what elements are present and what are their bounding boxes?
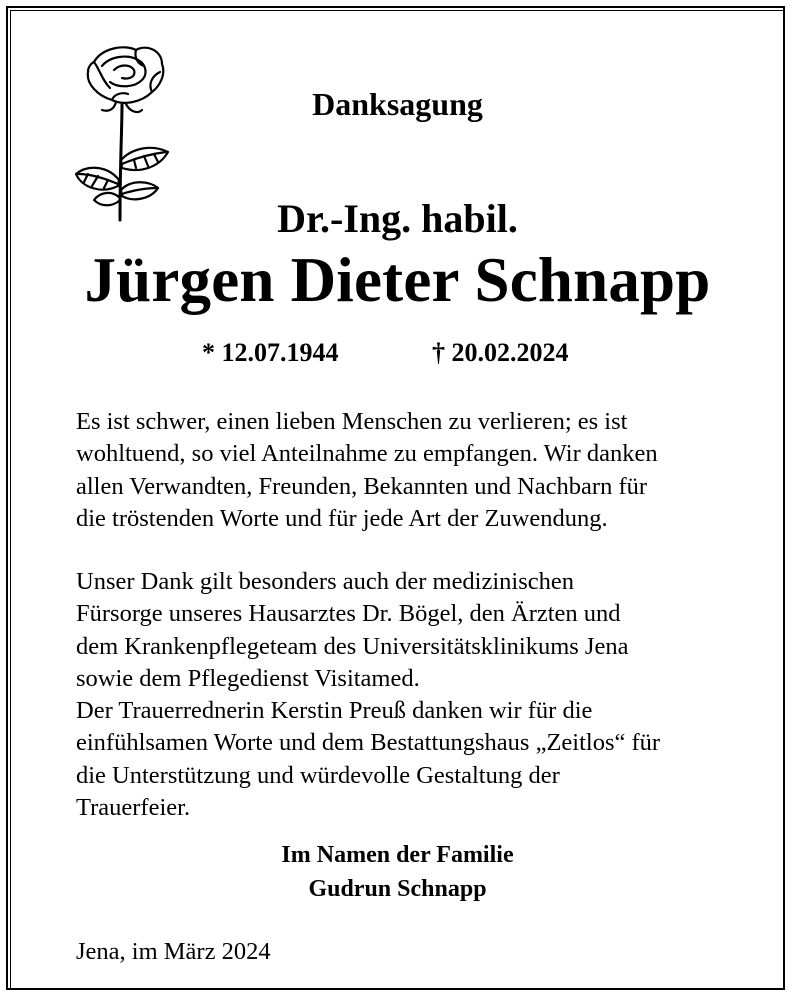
text-line: Fürsorge unseres Hausarztes Dr. Bögel, den Ärzten und [76, 600, 621, 628]
heading-danksagung: Danksagung [312, 86, 483, 122]
text-line: dem Krankenpflegeteam des Universitätsklinikums Jena [76, 632, 629, 660]
deceased-name: Jürgen Dieter Schnapp [84, 245, 711, 315]
text-line: die Unterstützung und würdevolle Gestaltung der [76, 761, 560, 789]
text-line: sowie dem Pflegedienst Visitamed. [76, 664, 420, 692]
paragraph-thanks [76, 406, 776, 535]
signature-line-1: Im Namen der Familie [281, 842, 514, 868]
text-line: Der Trauerrednerin Kerstin Preuß danken wir für die [76, 697, 593, 724]
academic-title: Dr.-Ing. habil. [277, 196, 518, 241]
text-line: einfühlsamen Worte und dem Bestattungshaus „Zeitlos“ für [76, 729, 661, 757]
text-line: Trauerfeier. [76, 793, 191, 821]
text-line: Unser Dank gilt besonders auch der medizinischen [76, 568, 575, 595]
text-line: Es ist schwer, einen lieben Menschen zu verlieren; es ist [76, 408, 628, 435]
signature-line-2: Gudrun Schnapp [308, 876, 487, 902]
text-line: allen Verwandten, Freunden, Bekannten und Nachbarn für [76, 472, 648, 500]
text-line: die tröstenden Worte und für jede Art der Zuwendung. [76, 504, 608, 532]
paragraph-funeral-thanks [76, 695, 776, 824]
paragraph-medical-thanks [76, 566, 776, 695]
place-date: Jena, im März 2024 [76, 938, 271, 965]
birth-date: * 12.07.1944 [202, 338, 339, 367]
text-line: wohltuend, so viel Anteilnahme zu empfangen. Wir danken [76, 440, 658, 468]
death-date: † 20.02.2024 [432, 338, 569, 367]
